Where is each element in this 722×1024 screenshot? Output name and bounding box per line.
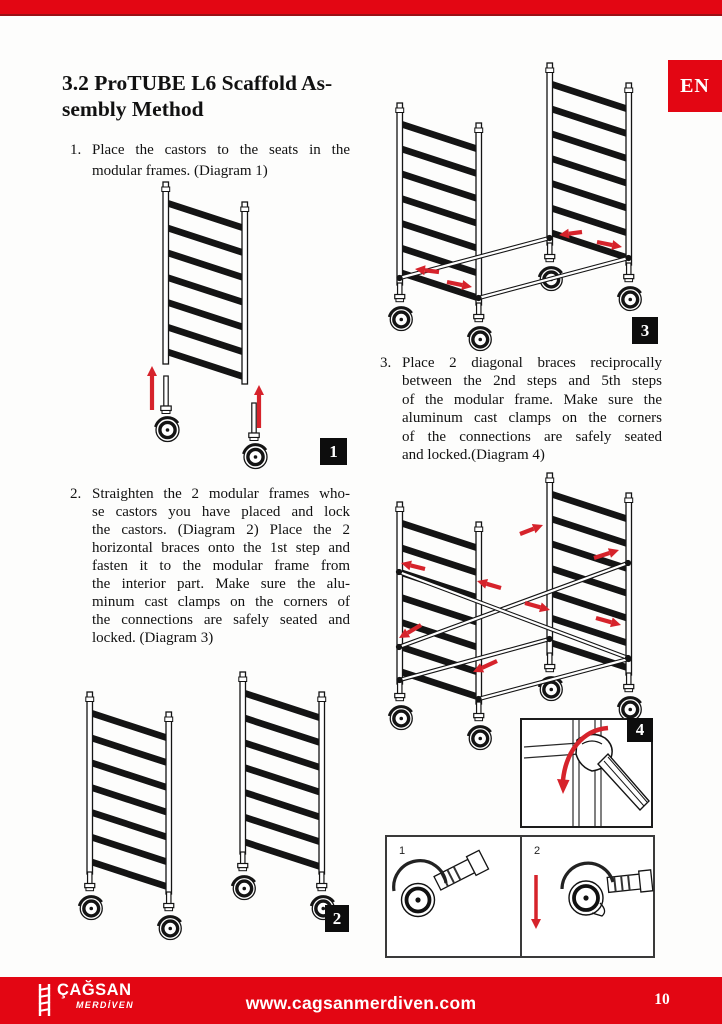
castor-insert-illustration xyxy=(522,837,655,956)
step-3-text: Place 2 diagonal braces reciprocally between the 2nd steps and 5th steps of the modular frame. Make sure the aluminum cast clamps on the corners of the connections are safely seated and locked.(Diagram 4) xyxy=(402,355,662,464)
panel-2-label: 2 xyxy=(534,845,541,857)
footer-website: www.cagsanmerdiven.com xyxy=(245,993,477,1013)
step-1 xyxy=(70,140,350,181)
step-2-number: 2. xyxy=(70,486,82,502)
castor-tilted-illustration xyxy=(387,837,520,956)
castor-detail-panel-2 xyxy=(520,837,655,956)
step-1-number: 1. xyxy=(70,142,82,158)
diagram-1-frame-with-castors-illustration xyxy=(120,178,365,470)
step-3-number: 3. xyxy=(380,355,392,371)
castor-detail-panel-1 xyxy=(387,837,520,956)
step-3 xyxy=(380,354,664,464)
footer-bar xyxy=(0,977,722,1024)
step-2-text: Straighten the 2 modular frames who- se castors you have placed and lock the castors. (Diagram 2) Place the 2 horizontal braces onto the 1st step and fasten it to the modular frame from the interior part. Make sure the alu- minum cast clamps on the corners of the connections are safely seated and locked. (Diagram 3) xyxy=(92,486,350,646)
logo-subtitle: MERDİVEN xyxy=(76,999,134,1010)
diagram-2-badge: 2 xyxy=(325,905,349,932)
diagram-4-badge: 4 xyxy=(627,718,653,742)
language-badge: EN xyxy=(668,60,722,112)
diagram-1-badge: 1 xyxy=(320,438,347,465)
step-1-text: Place the castors to the seats in the modular frames. (Diagram 1) xyxy=(92,142,350,179)
panel-1-label: 1 xyxy=(399,845,406,857)
castor-detail-box xyxy=(385,835,655,958)
page-title: 3.2 ProTUBE L6 Scaffold As- sembly Method xyxy=(62,71,333,121)
page-number: 10 xyxy=(654,991,670,1008)
clamp-detail-inset xyxy=(520,718,653,828)
diagram-3-badge: 3 xyxy=(632,317,658,344)
top-red-band xyxy=(0,0,722,16)
diagram-3-horizontal-braces-illustration xyxy=(375,58,706,354)
logo-title: ÇAĞSAN xyxy=(57,981,132,999)
step-2 xyxy=(70,485,350,647)
diagram-2-two-frames-illustration xyxy=(40,665,370,963)
